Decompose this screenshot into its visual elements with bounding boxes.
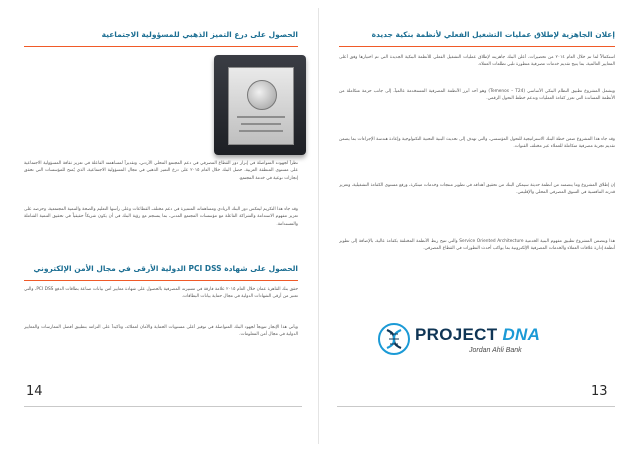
left-page-number: 14 [26,384,43,399]
right-heading-systems-launch: إعلان الجاهزية لإطلاق عمليات التشغيل الفعلي لأنظمة بنكية جديدة [371,30,615,39]
logo-wordmark [415,325,540,345]
project-dna-logo-mark-icon [377,322,411,356]
left-heading-divider-2 [24,280,298,281]
left-page-footer-rule [24,406,302,407]
right-paragraph-1: استكمالاً لما تم خلال العام ٢٠١٤ من تحضيرات، أعلن البنك جاهزيته لإطلاق عمليات التشغيل الفعلي للأنظمة البنكية الجديدة التي تم اختيارها وفق أعلى المعايير العالمية، بما يتيح تقديم خدمات مصرفية متطورة تلبي تطلعات العملاء. [339,55,615,68]
right-heading-divider [339,46,615,47]
left-heading-csr-award: الحصول على درع التميز الذهبي للمسؤولية الاجتماعية [101,30,298,39]
right-paragraph-2: ويشمل المشروع تطبيق النظام البنكي الأساسي (Temenos – T24) وهو أحد أبرز الأنظمة المصرفية المستخدمة عالمياً، إلى جانب حزمة متكاملة من الأنظمة المساندة التي تعزز كفاءة العمليات وتدعم خطط التحول الرقمي. [339,89,615,102]
medal-icon [247,80,277,110]
logo-dna-text: DNA [502,325,541,344]
right-paragraph-3: وقد جاء هذا المشروع ضمن خطة البنك الاستراتيجية للتحول المؤسسي، والتي تهدف إلى تحديث البنية التحتية التكنولوجية وإعادة هندسة الإجراءات بما يضمن تقديم تجربة مصرفية متكاملة للعملاء عبر مختلف القنوات. [339,137,615,150]
plaque-engraving-line [239,130,283,132]
project-dna-logo [377,322,541,376]
right-page [319,0,638,452]
right-page-number: 13 [591,384,608,399]
logo-bank-name: Jordan Ahli Bank [469,347,522,354]
left-paragraph-2: وقد جاء هذا التكريم ليعكس دور البنك الريادي ومساهماته المتميزة في دعم مختلف القطاعات وعلى رأسها التعليم والصحة والتنمية المجتمعية، وحرصه على تعزيز مفهوم الاستدامة والشراكة الفاعلة مع مؤسسات المجتمع المدني، بما ينسجم مع رؤية البنك في أن يكون شريكاً حقيقياً في تحقيق التنمية الشاملة والمستدامة. [24,207,298,227]
left-heading-divider [24,46,298,47]
left-paragraph-1: نظراً لجهوده المتواصلة في إبراز دور القطاع المصرفي في دعم المجتمع المحلي الأردني، وتقديراً لمساهمته الفاعلة في تعزيز ثقافة المسؤولية الاجتماعية على مستوى المنطقة العربية، حصل البنك خلال العام ٢٠١٥ على درع التميز الذهبي في مجال المسؤولية الاجتماعية، الذي يُمنح للمؤسسات التي تحقق إنجازات نوعية في خدمة المجتمع. [24,161,298,181]
plaque-engraving-line [237,116,285,118]
left-heading-pci-dss: الحصول على شهادة PCI DSS الدولية الأرقى في مجال الأمن الإلكتروني [33,264,298,273]
plaque-engraving-line [241,123,281,125]
logo-project-text: PROJECT [415,325,498,344]
left-paragraph-1-intro [24,52,206,160]
right-paragraph-5: هذا ويتضمن المشروع تطبيق مفهوم البنية الخدمية Service Oriented Architecture والتي تتيح ربط الأنظمة المختلفة بكفاءة عالية، بالإضافة إلى تطوير أنظمة إدارة علاقات العملاء والخدمات المصرفية الإلكترونية بما يواكب أحدث التطورات في القطاع المصرفي. [339,239,615,252]
right-paragraph-4: إن إطلاق المشروع وما يتضمنه من أنظمة حديثة سيمكن البنك من تحقيق أهدافه في تطوير منتجات وخدمات مبتكرة، ورفع مستوى الكفاءة التشغيلية، وتعزيز قدرته التنافسية في السوق المصرفي المحلي والإقليمي. [339,183,615,196]
award-plaque-image [214,55,306,155]
right-page-footer-rule [337,406,615,407]
left-paragraph-4: ويأتي هذا الإنجاز تتويجاً لجهود البنك المتواصلة في توفير أعلى مستويات الحماية والأمان لعملائه، وتأكيداً على التزامه بتطبيق أفضل الممارسات والمعايير الدولية في مجال أمن المعلومات. [24,325,298,338]
plaque-panel [228,67,294,145]
left-paragraph-3: حقق بنك القاهرة عمان خلال العام ٢٠١٥ علامة فارقة في مسيرته المصرفية بالحصول على شهادة معايير أمن بيانات صناعة بطاقات الدفع PCI DSS، والتي تعتبر من أرقى الشهادات الدولية في مجال حماية بيانات البطاقات. [24,287,298,300]
